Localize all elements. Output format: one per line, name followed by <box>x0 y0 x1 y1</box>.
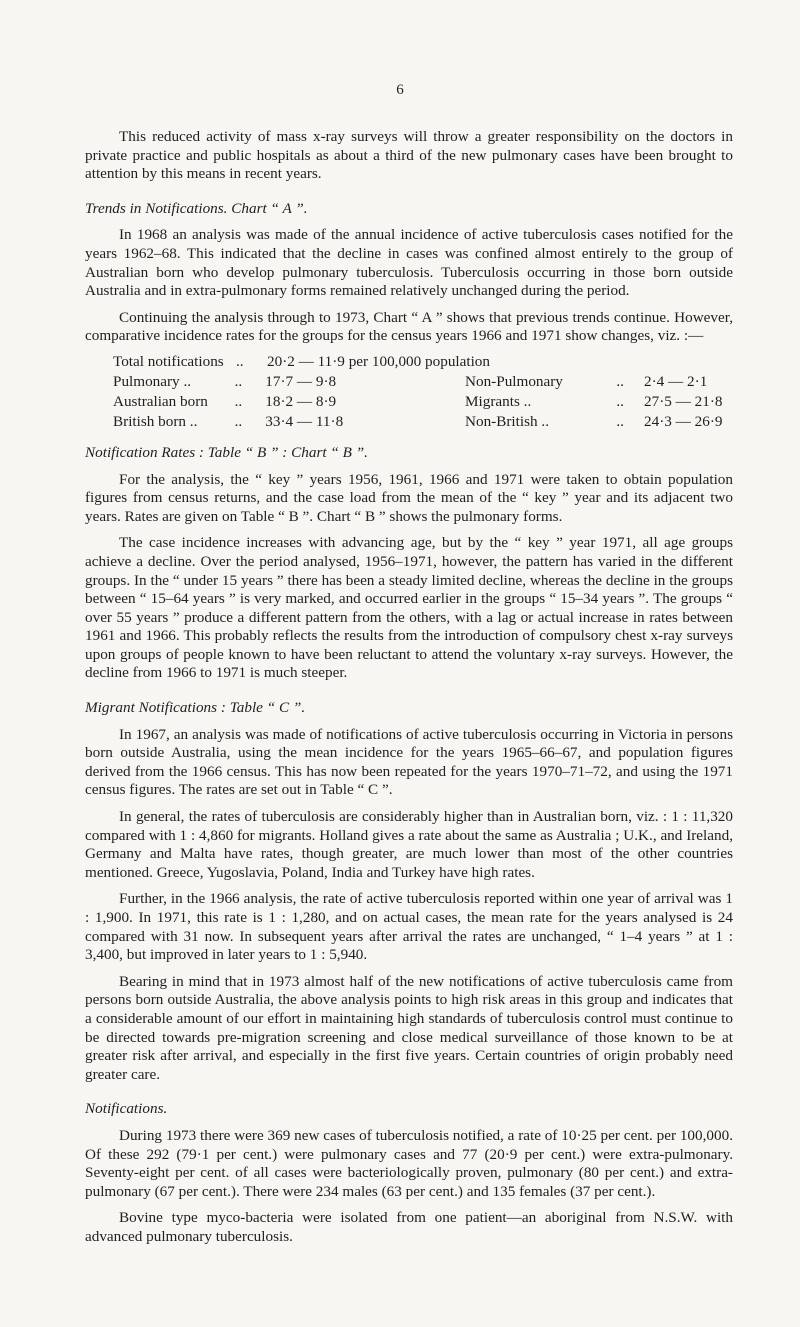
section-heading-notifications: Notifications. <box>85 1100 168 1118</box>
stat-label-2: Non-Pulmonary <box>465 372 563 390</box>
stat-leader: .. <box>234 392 243 410</box>
stat-leader: .. <box>234 412 243 430</box>
stat-leader: .. <box>236 352 244 370</box>
paragraph: In general, the rates of tuberculosis are considerably higher than in Australian born, viz. : 1 : 11,320 compared with 1 : 4,860 for migrants. Holland gives a rate about the same as Australia ; U.K., and Ireland, Germany and Malta have rates, though greater, are much lower than most of the other countries mentioned. Greece, Yugoslavia, Poland, India and Turkey have high rates. <box>85 808 733 881</box>
stat-value: 20·2 — 11·9 per 100,000 population <box>267 352 490 370</box>
stat-row <box>113 352 733 372</box>
paragraph: In 1967, an analysis was made of notifications of active tuberculosis occurring in Victoria in persons born outside Australia, using the mean incidence for the years 1965–66–67, and population figures derived from the 1966 census. This has now been repeated for the years 1970–71–72, and using the 1971 census figures. The rates are set out in Table “ C ”. <box>85 725 733 799</box>
intro-paragraph: This reduced activity of mass x-ray surveys will throw a greater responsibility on the doctors in private practice and public hospitals as about a third of the new pulmonary cases have been brought to attention by this means in recent years. <box>85 128 733 183</box>
paragraph: For the analysis, the “ key ” years 1956, 1961, 1966 and 1971 were taken to obtain population figures from census returns, and the case load from the mean of the “ key ” year and its adjacent two years. Rates are given on Table “ B ”. Chart “ B ” shows the pulmonary forms. <box>85 470 733 525</box>
stat-label: British born .. <box>113 412 198 430</box>
stat-label: Australian born <box>113 392 208 410</box>
paragraph: Bovine type myco-bacteria were isolated from one patient—an aboriginal from N.S.W. with advanced pulmonary tuberculosis. <box>85 1209 733 1245</box>
section-heading-notification-rates: Notification Rates : Table “ B ” : Chart “ B ”. <box>85 443 368 461</box>
stat-row <box>113 392 733 412</box>
paragraph: Further, in the 1966 analysis, the rate of active tuberculosis reported within one year of arrival was 1 : 1,900. In 1971, this rate is 1 : 1,280, and on actual cases, the mean rate for the years analysed is 24 compared with 31 now. In subsequent years after arrival the rates are unchanged, “ 1–4 years ” at 1 : 3,400, but improved in later years to 1 : 5,940. <box>85 890 733 964</box>
stat-label-2: Non-British .. <box>465 412 549 430</box>
stat-label: Total notifications <box>113 352 224 370</box>
page-number: 6 <box>396 82 404 98</box>
stat-value-2: 27·5 — 21·8 <box>644 392 723 410</box>
stat-leader-2: .. <box>616 412 624 430</box>
document-body <box>85 128 733 1247</box>
incidence-rates-table <box>113 352 733 432</box>
stat-leader-2: .. <box>616 372 624 390</box>
section-heading-migrant-notifications: Migrant Notifications : Table “ C ”. <box>85 699 306 717</box>
stat-row <box>113 412 733 432</box>
stat-value: 17·7 — 9·8 <box>265 372 337 390</box>
paragraph: Bearing in mind that in 1973 almost half of the new notifications of active tuberculosis came from persons born outside Australia, the above analysis points to high risk areas in this group and indicates that a considerable amount of our effort in maintaining high standards of tuberculosis control must continue to be directed towards pre-migration screening and close medical surveillance of those known to be at greater risk after arrival, and especially in the first five years. Certain countries of origin probably need greater care. <box>85 972 733 1083</box>
stat-leader-2: .. <box>616 392 624 410</box>
stat-value: 33·4 — 11·8 <box>265 412 344 430</box>
stat-value-2: 2·4 — 2·1 <box>644 372 708 390</box>
paragraph: The case incidence increases with advancing age, but by the “ key ” year 1971, all age groups achieve a decline. Over the period analysed, 1956–1971, however, the pattern has varied in the different groups. In the “ under 15 years ” there has been a steady limited decline, whereas the decline in the groups between “ 15–64 years ” is very marked, and occurred earlier in the groups “ 15–34 years ”. The groups “ over 55 years ” produce a different pattern from the others, with a lag or actual increase in rates between 1961 and 1966. This probably reflects the results from the introduction of compulsory chest x-ray surveys upon groups of people known to have been reluctant to attend the voluntary x-ray surveys. However, the decline from 1966 to 1971 is much steeper. <box>85 534 733 682</box>
stat-leader: .. <box>234 372 243 390</box>
paragraph: Continuing the analysis through to 1973, Chart “ A ” shows that previous trends continue. However, comparative incidence rates for the groups for the census years 1966 and 1971 show changes, viz. :— <box>85 308 733 345</box>
stat-label: Pulmonary .. <box>113 372 192 390</box>
paragraph: During 1973 there were 369 new cases of tuberculosis notified, a rate of 10·25 per cent. per 100,000. Of these 292 (79·1 per cent.) were pulmonary cases and 77 (20·9 per cent.) were extra-pulmonary. Seventy-eight per cent. of all cases were bacteriologically proven, pulmonary (80 per cent.) and extra-pulmonary (67 per cent.). There were 234 males (63 per cent.) and 135 females (37 per cent.). <box>85 1126 733 1200</box>
stat-value-2: 24·3 — 26·9 <box>644 412 723 430</box>
section-heading-trends: Trends in Notifications. Chart “ A ”. <box>85 199 308 217</box>
stat-label-2: Migrants .. <box>465 392 532 410</box>
stat-row <box>113 372 733 392</box>
stat-value: 18·2 — 8·9 <box>265 392 337 410</box>
paragraph: In 1968 an analysis was made of the annual incidence of active tuberculosis cases notified for the years 1962–68. This indicated that the decline in cases was confined almost entirely to the group of Australian born who develop pulmonary tuberculosis. Tuberculosis occurring in those born outside Australia and in extra-pulmonary forms remained relatively unchanged during the period. <box>85 226 733 300</box>
